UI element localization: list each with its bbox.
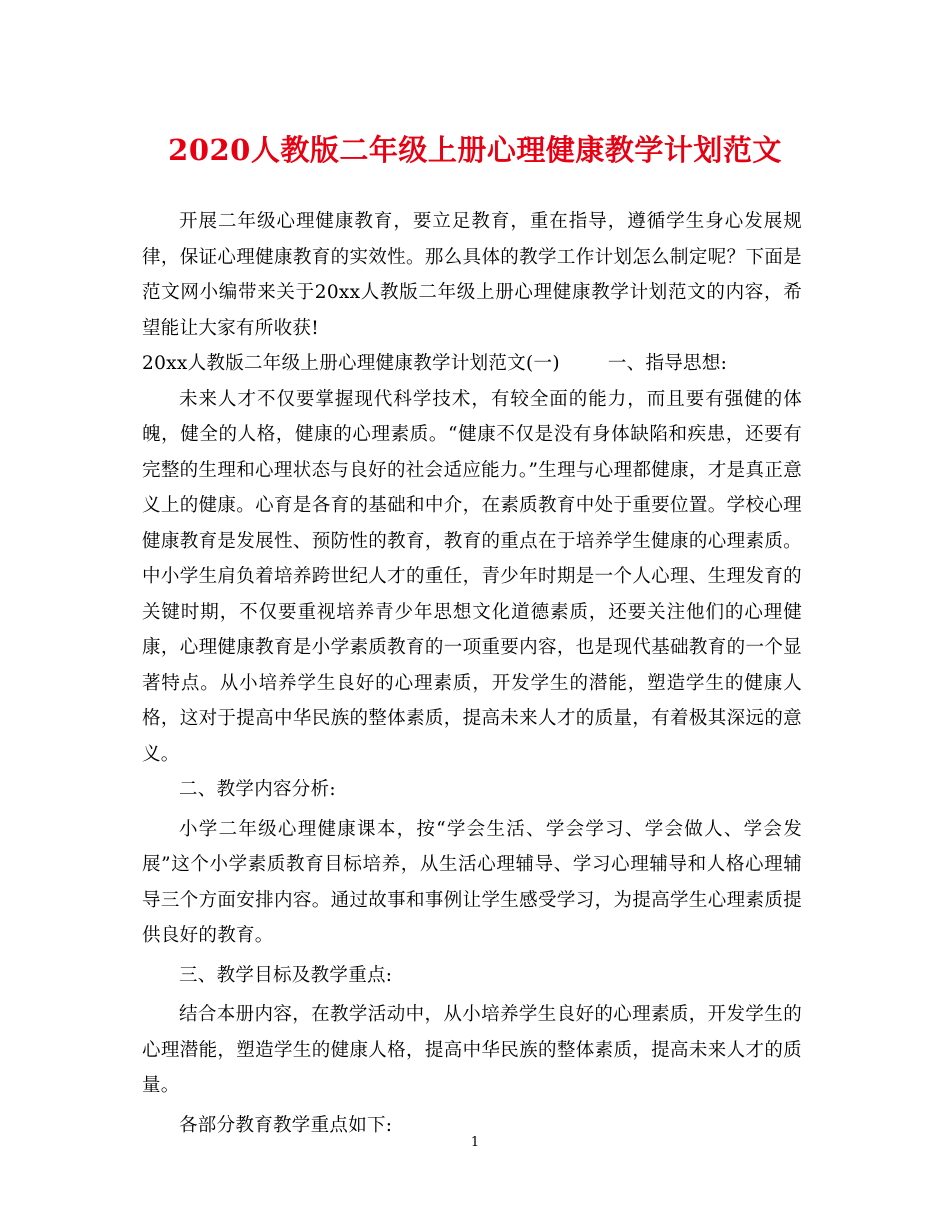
heading-guiding-thought: 一、指导思想: xyxy=(607,353,728,374)
paragraph-content-analysis: 小学二年级心理健康课本，按“学会生活、学会学习、学会做人、学会发展”这个小学素质教育目标培养，从生活心理辅导、学习心理辅导和人格心理辅导三个方面安排内容。通过故事和事例让学生感受学习，为提高学生心理素质提供良好的教育。 xyxy=(142,818,802,946)
document-title: 2020人教版二年级上册心理健康教学计划范文 xyxy=(168,133,782,167)
intro-paragraph: 开展二年级心理健康教育，要立足教育，重在指导，遵循学生身心发展规律，保证心理健康教育的实效性。那么具体的教学工作计划怎么制定呢？下面是范文网小编带来关于20xx人教版二年级上册心理健康教学计划范文的内容，希望能让大家有所收获! xyxy=(142,211,802,339)
section-title: 20xx人教版二年级上册心理健康教学计划范文(一) xyxy=(142,353,560,374)
heading-teaching-goals: 三、教学目标及教学重点: xyxy=(179,964,393,986)
paragraph-teaching-goals: 结合本册内容，在教学活动中，从小培养学生良好的心理素质，开发学生的心理潜能，塑造学生的健康人格，提高中华民族的整体素质，提高未来人才的质量。 xyxy=(142,1004,802,1096)
paragraph-guiding-thought: 未来人才不仅要掌握现代科学技术，有较全面的能力，而且要有强健的体魄，健全的人格，健康的心理素质。“健康不仅是没有身体缺陷和疾患，还要有完整的生理和心理状态与良好的社会适应能力。”生理与心理都健康，才是真正意义上的健康。心育是各育的基础和中介，在素质教育中处于重要位置。学校心理健康教育是发展性、预防性的教育，教育的重点在于培养学生健康的心理素质。中小学生肩负着培养跨世纪人才的重任，青少年时期是一个人心理、生理发育的关键时期，不仅要重视培养青少年思想文化道德素质，还要关注他们的心理健康，心理健康教育是小学素质教育的一项重要内容，也是现代基础教育的一个显著特点。从小培养学生良好的心理素质，开发学生的潜能，塑造学生的健康人格，这对于提高中华民族的整体素质，提高未来人才的质量，有着极其深远的意义。 xyxy=(142,388,802,765)
document-body xyxy=(142,204,802,1143)
heading-content-analysis: 二、教学内容分析: xyxy=(179,779,336,800)
heading-key-points: 各部分教育教学重点如下: xyxy=(179,1114,393,1136)
page-number: 1 xyxy=(470,1135,480,1150)
section-title-line xyxy=(142,346,802,382)
